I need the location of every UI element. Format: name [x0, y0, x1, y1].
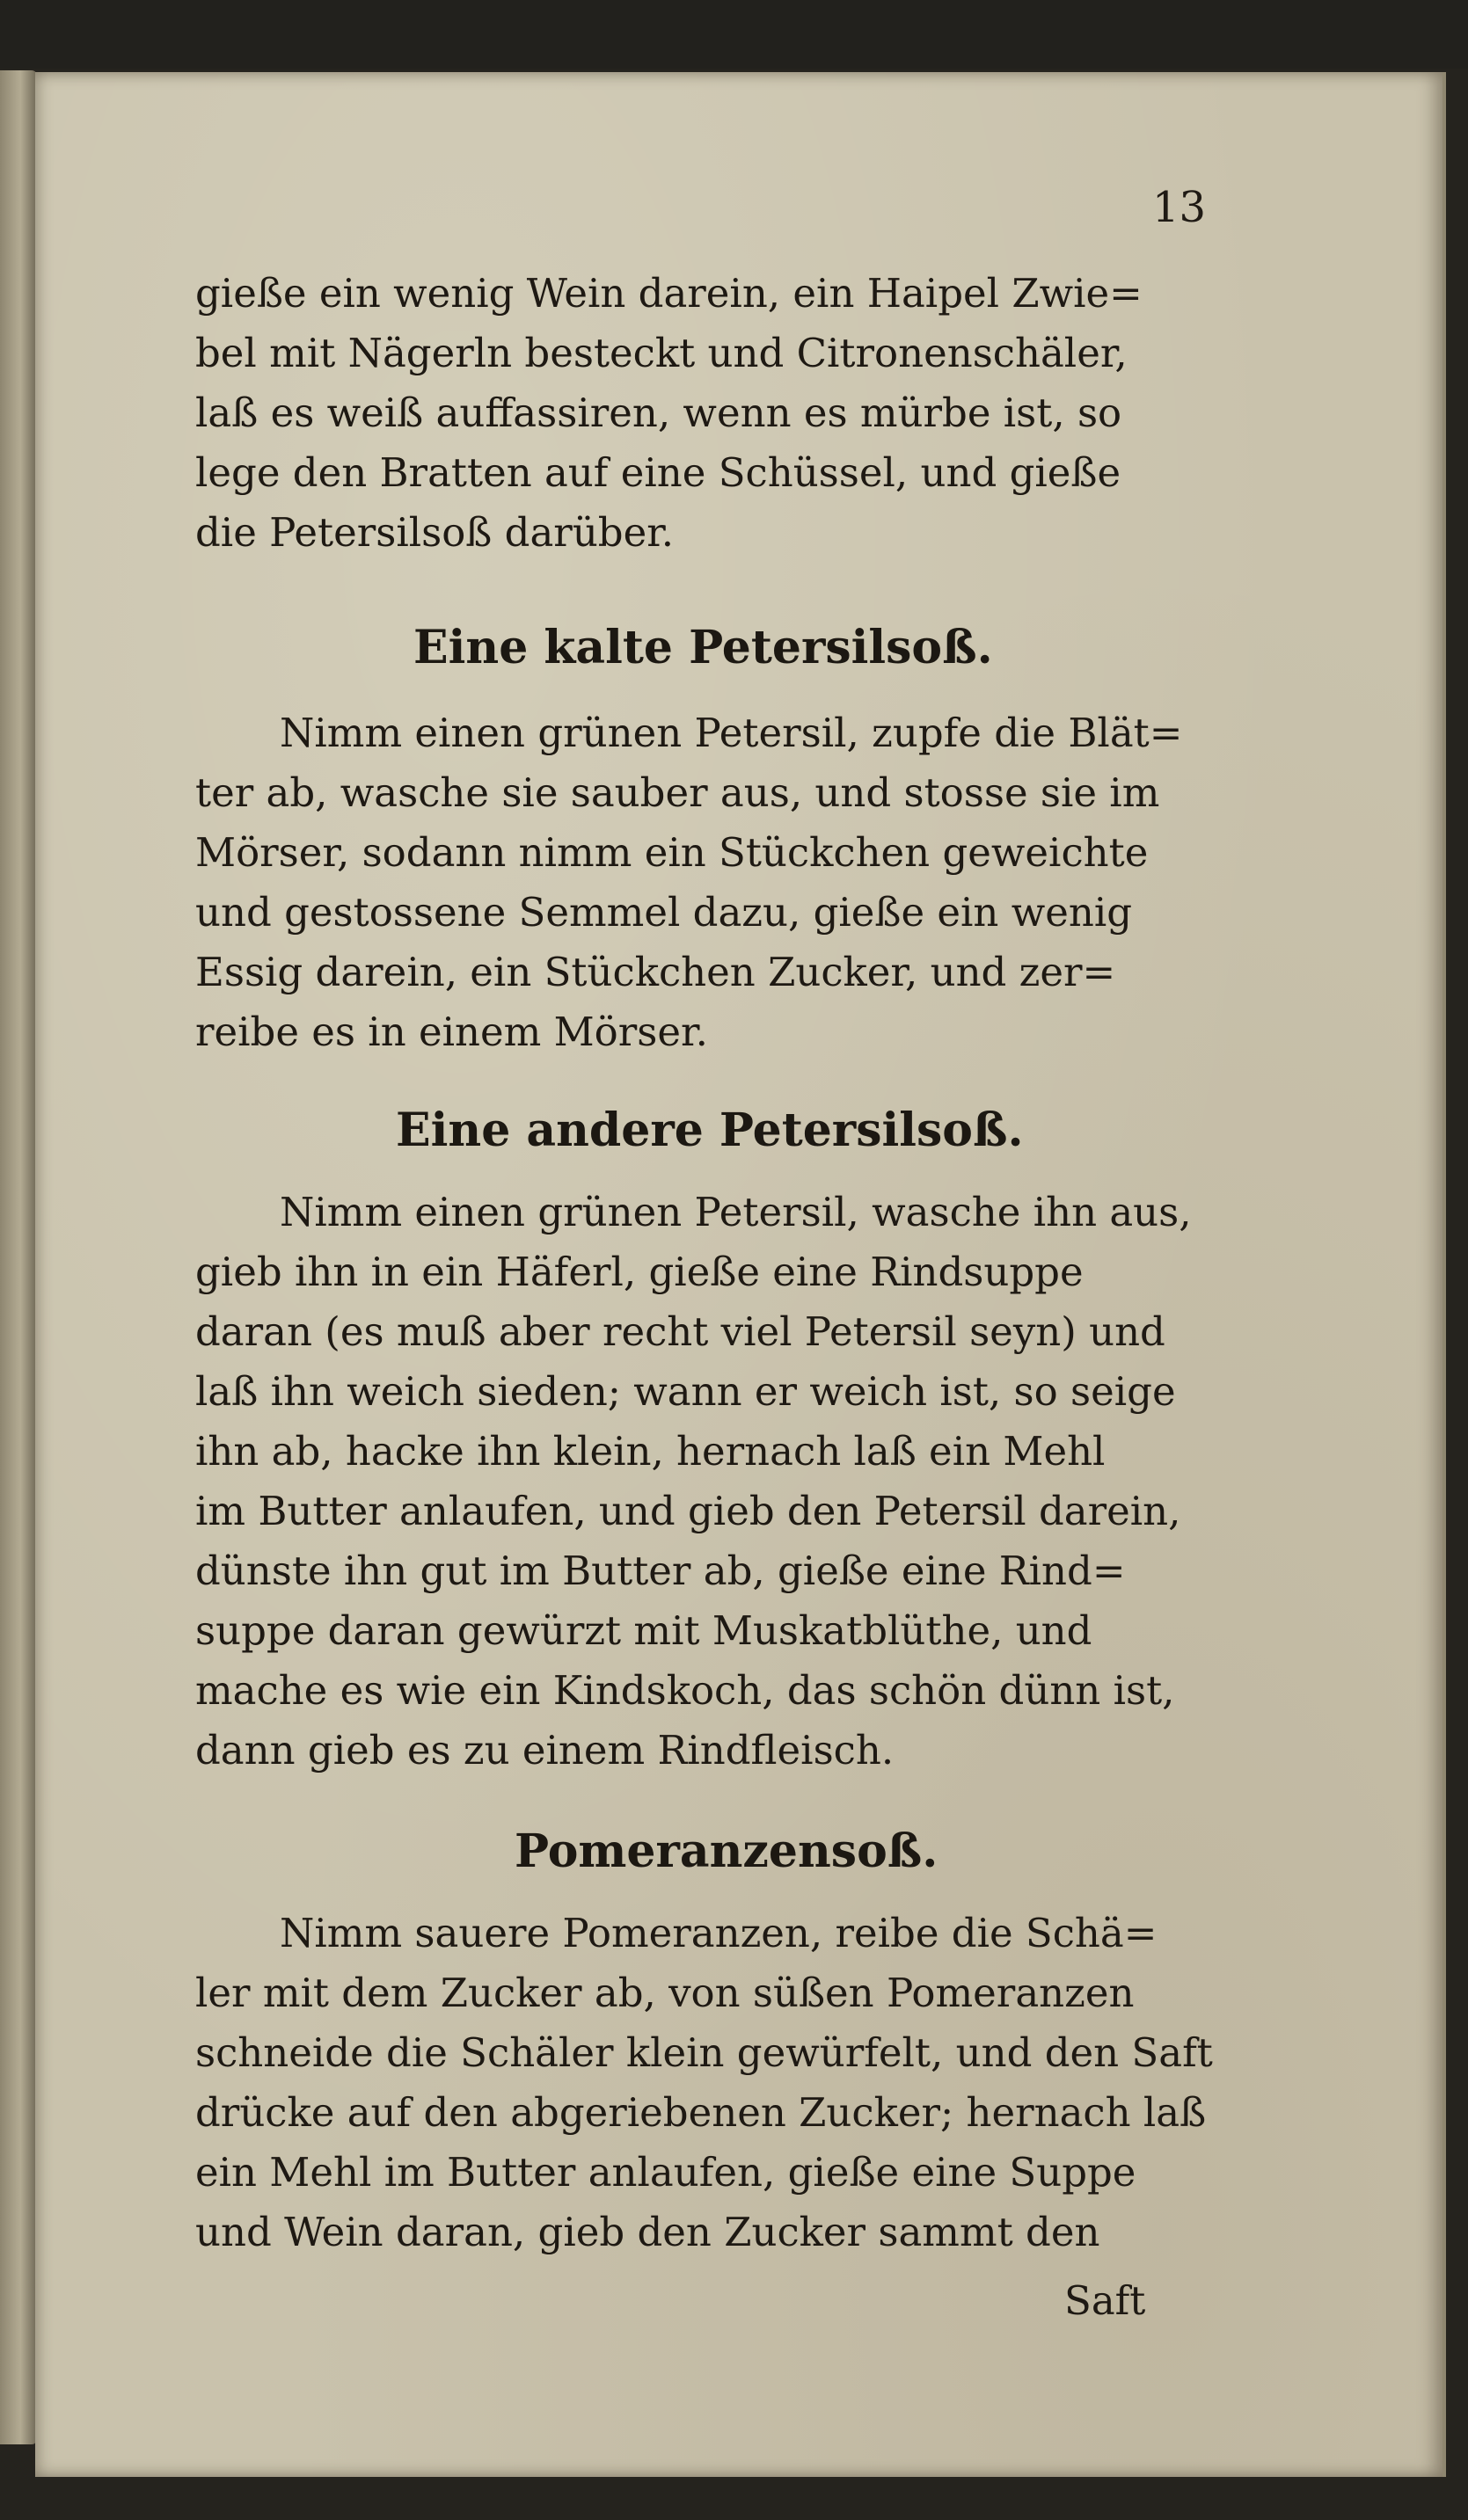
- text-line: laß es weiß auffassiren, wenn es mürbe ist, so: [195, 390, 1122, 436]
- text-line: bel mit Nägerln besteckt und Citronenschäler,: [195, 330, 1128, 376]
- text-line: und gestossene Semmel dazu, gieße ein wenig: [195, 889, 1133, 936]
- text-line: ler mit dem Zucker ab, von süßen Pomeranzen: [195, 1970, 1135, 2016]
- text-line: die Petersilsoß darüber.: [195, 509, 675, 556]
- text-line: daran (es muß aber recht viel Petersil seyn) und: [195, 1308, 1165, 1355]
- text-line: Nimm einen grünen Petersil, zupfe die Blät=: [280, 710, 1183, 756]
- text-line: suppe daran gewürzt mit Muskatblüthe, und: [195, 1607, 1092, 1654]
- text-line: laß ihn weich sieden; wann er weich ist, so seige: [195, 1368, 1176, 1415]
- text-line: gieb ihn in ein Häferl, gieße eine Rindsuppe: [195, 1249, 1084, 1295]
- text-line: drücke auf den abgeriebenen Zucker; hernach laß: [195, 2089, 1207, 2136]
- text-line: und Wein daran, gieb den Zucker sammt den: [195, 2209, 1100, 2255]
- recipe-paragraph: [195, 1904, 1229, 2262]
- recipe-paragraph: [195, 703, 1229, 1062]
- text-line: Nimm sauere Pomeranzen, reibe die Schä=: [280, 1910, 1158, 1956]
- paragraph-continuation: [195, 264, 1229, 563]
- recipe-heading: Pomeranzensoß.: [515, 1824, 938, 1878]
- text-line: dünste ihn gut im Butter ab, gieße eine Rind=: [195, 1548, 1126, 1594]
- facing-page-edge: [0, 70, 37, 2444]
- text-line: reibe es in einem Mörser.: [195, 1009, 708, 1055]
- text-line: Nimm einen grünen Petersil, wasche ihn aus,: [280, 1189, 1192, 1235]
- text-line: Essig darein, ein Stückchen Zucker, und zer=: [195, 949, 1116, 995]
- text-line: schneide die Schäler klein gewürfelt, und den Saft: [195, 2029, 1213, 2076]
- text-line: gieße ein wenig Wein darein, ein Haipel Zwie=: [195, 270, 1143, 317]
- text-line: Mörser, sodann nimm ein Stückchen geweichte: [195, 829, 1149, 876]
- recipe-heading: Eine andere Petersilsoß.: [396, 1103, 1024, 1157]
- text-line: lege den Bratten auf eine Schüssel, und gieße: [195, 449, 1121, 496]
- text-line: dann gieb es zu einem Rindfleisch.: [195, 1727, 895, 1773]
- recipe-paragraph: [195, 1183, 1229, 1781]
- text-line: ein Mehl im Butter anlaufen, gieße eine Suppe: [195, 2149, 1136, 2196]
- text-line: ihn ab, hacke ihn klein, hernach laß ein Mehl: [195, 1428, 1106, 1475]
- text-line: mache es wie ein Kindskoch, das schön dünn ist,: [195, 1667, 1175, 1714]
- recipe-heading: Eine kalte Petersilsoß.: [413, 621, 993, 674]
- text-line: im Butter anlaufen, und gieb den Petersil darein,: [195, 1488, 1181, 1534]
- text-line: ter ab, wasche sie sauber aus, und stosse sie im: [195, 769, 1160, 816]
- scanner-top-band: [0, 0, 1468, 69]
- page-number: 13: [1152, 183, 1207, 232]
- catchword: Saft: [1064, 2277, 1146, 2324]
